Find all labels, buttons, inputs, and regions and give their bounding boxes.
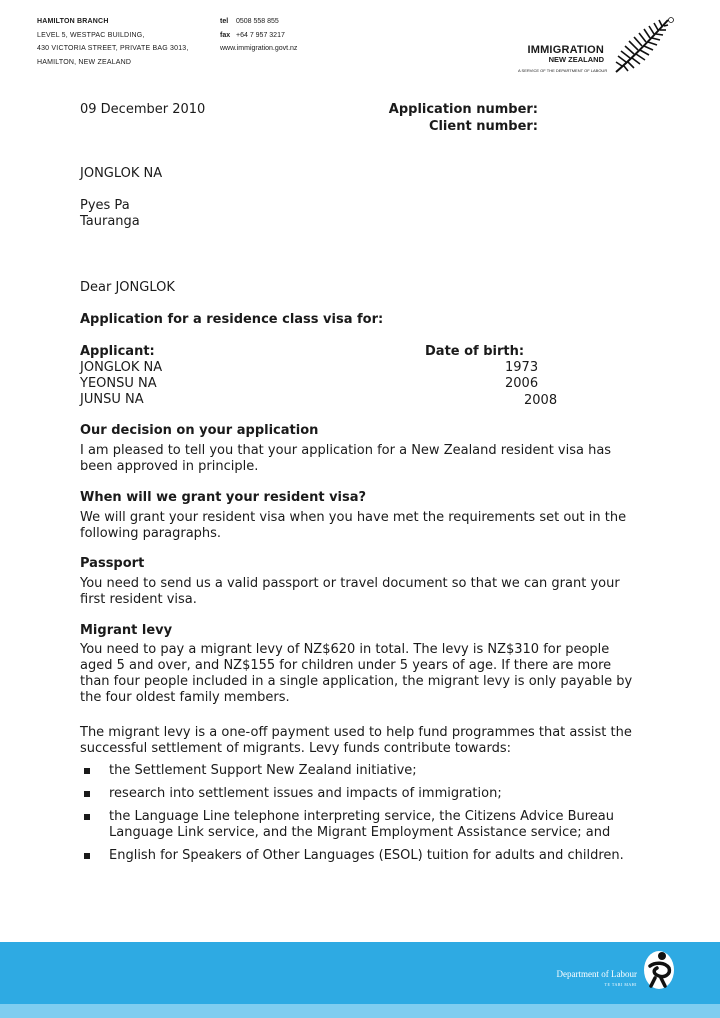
address-line: Tauranga — [80, 214, 140, 229]
department-of-labour-text — [557, 969, 637, 987]
applicant-header: Applicant: — [80, 344, 155, 359]
applicant-dob: 2008 — [524, 393, 558, 408]
footer-stripe — [0, 1004, 720, 1018]
dob-header: Date of birth: — [425, 344, 525, 359]
list-item-text: research into settlement issues and impacts of immigration; — [109, 786, 502, 801]
applicant-name: JONGLOK NA — [80, 360, 163, 375]
grant-heading: When will we grant your resident visa? — [80, 490, 367, 505]
letter-date: 09 December 2010 — [80, 102, 206, 117]
levy-text-purpose: The migrant levy is a one-off payment used to help fund programmes that assist the successful settlement of migrants. Levy funds contribute towards: — [80, 725, 632, 756]
list-item-text: the Settlement Support New Zealand initiative; — [109, 763, 417, 778]
reference-numbers — [360, 102, 538, 135]
tel-label: tel — [220, 18, 229, 25]
applicant-list — [80, 344, 162, 408]
fax-value: +64 7 957 3217 — [236, 31, 285, 39]
list-item — [80, 809, 639, 841]
bullet-icon — [84, 853, 90, 859]
levy-fund-list — [80, 763, 639, 871]
fax-line — [220, 29, 297, 43]
application-number-label: Application number: — [388, 102, 538, 117]
levy-text: You need to pay a migrant levy of NZ$620 in total. The levy is NZ$310 for people aged 5 and over, and NZ$155 for children under 5 years of age. If there are more than four people included in a single application, the migrant levy is only payable by the four oldest family members. — [80, 642, 633, 705]
logo-title: IMMIGRATION — [527, 44, 604, 56]
branch-address-line: HAMILTON, NEW ZEALAND — [37, 58, 132, 66]
bullet-icon — [84, 814, 90, 820]
passport-text: You need to send us a valid passport or travel document so that we can grant your first resident visa. — [80, 576, 620, 607]
website-link[interactable]: www.immigration.govt.nz — [220, 45, 298, 52]
applicant-dob: 2006 — [505, 376, 539, 391]
tel-value: 0508 558 855 — [236, 18, 279, 25]
grant-text: We will grant your resident visa when you have met the requirements set out in the following paragraphs. — [80, 510, 627, 541]
recipient-name: JONGLOK NA — [80, 166, 163, 181]
contact-block — [220, 15, 297, 56]
branch-name: HAMILTON BRANCH — [37, 18, 109, 25]
bullet-icon — [84, 768, 90, 774]
immigration-nz-logo — [506, 14, 676, 78]
list-item — [80, 848, 639, 864]
letter-subject: Application for a residence class visa for: — [80, 312, 384, 327]
address-line: Pyes Pa — [80, 198, 130, 213]
recipient-address — [80, 198, 140, 230]
salutation: Dear JONGLOK — [80, 280, 175, 295]
logo-subtitle: NEW ZEALAND — [548, 55, 604, 64]
logo-tagline: A SERVICE OF THE DEPARTMENT OF LABOUR — [518, 68, 608, 73]
bullet-icon — [84, 791, 90, 797]
logo-text — [518, 44, 608, 73]
client-number-label: Client number: — [428, 118, 538, 134]
silver-fern-icon — [610, 16, 674, 76]
department-maori-name: TE TARI MAHI — [604, 982, 637, 987]
list-item — [80, 786, 639, 802]
applicant-name: JUNSU NA — [80, 392, 144, 407]
applicant-dob: 1973 — [505, 360, 539, 375]
levy-heading: Migrant levy — [80, 623, 173, 638]
applicant-name: YEONSU NA — [80, 376, 157, 391]
decision-text: I am pleased to tell you that your application for a New Zealand resident visa has been approved in principle. — [80, 443, 612, 474]
list-item-text: English for Speakers of Other Languages (ESOL) tuition for adults and children. — [109, 848, 624, 863]
list-item — [80, 763, 639, 779]
list-item-text: the Language Line telephone interpreting service, the Citizens Advice Bureau Language Link service, and the Migrant Employment Assistance service; and — [109, 809, 615, 840]
branch-address — [37, 15, 189, 69]
fax-label: fax — [220, 31, 231, 39]
branch-address-line: 430 VICTORIA STREET, PRIVATE BAG 3013, — [37, 45, 189, 52]
department-name: Department of Labour — [556, 969, 637, 979]
passport-heading: Passport — [80, 556, 145, 571]
decision-heading: Our decision on your application — [80, 423, 319, 438]
tel-line — [220, 15, 297, 29]
branch-address-line: LEVEL 5, WESTPAC BUILDING, — [37, 31, 145, 39]
department-of-labour-logo-icon — [641, 946, 677, 992]
